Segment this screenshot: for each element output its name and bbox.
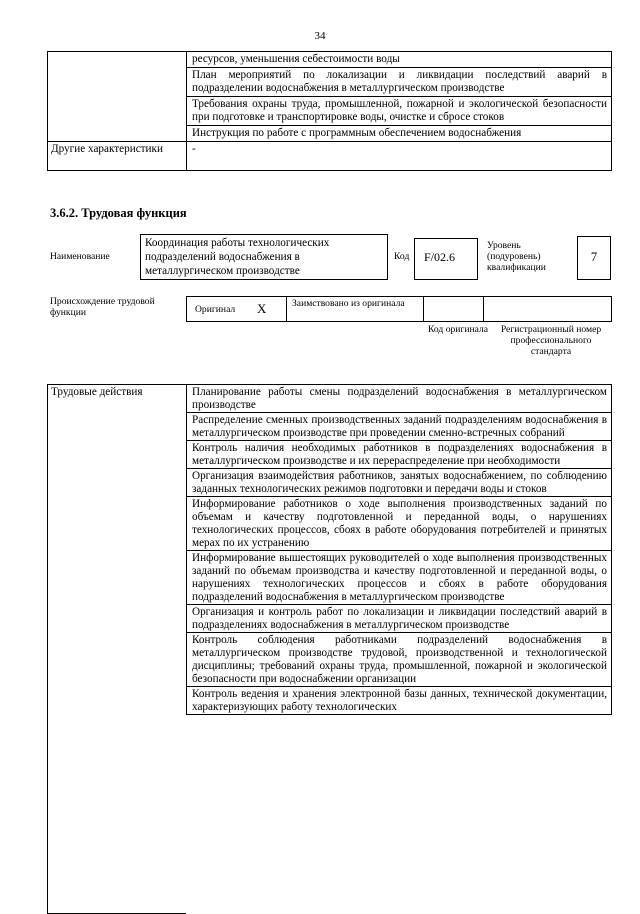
code-label: Код: [394, 251, 410, 262]
name-label: Наименование: [50, 251, 110, 262]
table-row: [48, 52, 612, 68]
actions-label: Трудовые действия: [51, 386, 143, 398]
action-item: Контроль соблюдения работниками подразделений водоснабжения в металлургическом производстве трудовой, производственной и технологической дисциплины; требований охраны труда, промышленной, пожарной и экологической безопасности при водоснабжении организации: [187, 633, 612, 687]
original-mark: X: [257, 301, 267, 316]
table-cell-left: [48, 68, 187, 97]
other-characteristics-label: Другие характеристики: [48, 142, 187, 171]
table-row: [187, 413, 612, 441]
level-box: [577, 236, 611, 280]
action-item: Организация взаимодействия работников, занятых водоснабжением, по соблюдению заданных технологических режимов подготовки и передачи воды и стоков: [187, 469, 612, 497]
table-row: [187, 605, 612, 633]
actions-table: [186, 384, 612, 715]
origin-box: [186, 296, 612, 322]
action-item: Информирование работников о ходе выполнения производственных заданий по объемам и качеству подготовленной и переданной воды, о нарушениях технологических процессов, сбоях в работе оборудования потребителей и принятых мерах по их устранению: [187, 497, 612, 551]
table-cell-right: Требования охраны труда, промышленной, пожарной и экологической безопасности при подготовке и транспортировке воды, очистке и сбросе стоков: [187, 97, 612, 126]
other-characteristics-value: -: [187, 142, 612, 171]
table-row: [187, 551, 612, 605]
table-cell-right: ресурсов, уменьшения себестоимости воды: [187, 52, 612, 68]
table-cell-right: План мероприятий по локализации и ликвидации последствий аварий в подразделении водоснабжения в металлургическом производстве: [187, 68, 612, 97]
code-original-caption: Код оригинала: [427, 324, 489, 335]
table-row: [48, 68, 612, 97]
action-item: Планирование работы смены подразделений водоснабжения в металлургическом производстве: [187, 385, 612, 413]
action-item: Организация и контроль работ по локализации и ликвидации последствий аварий в подразделениях водоснабжения в металлургическом производстве: [187, 605, 612, 633]
divider: [483, 297, 484, 321]
action-item: Контроль ведения и хранения электронной базы данных, технической документации, характеризующих работу технологических: [187, 687, 612, 715]
table-row: [187, 497, 612, 551]
table-row: [187, 687, 612, 715]
table-row: [48, 142, 612, 171]
table-row: [187, 441, 612, 469]
origin-label: Происхождение трудовой функции: [50, 296, 155, 318]
level-label: Уровень (подуровень) квалификации: [487, 240, 546, 273]
borrowed-label: Заимствовано из оригинала: [292, 298, 405, 309]
action-item: Распределение сменных производственных заданий подразделениям водоснабжения в металлургическом производстве при проведении сменно-встречных собраний: [187, 413, 612, 441]
function-name-value: Координация работы технологических подразделений водоснабжения в металлургическом производстве: [145, 237, 330, 277]
action-item: Информирование вышестоящих руководителей о ходе выполнения производственных заданий по объемам производства и качеству подготовленной и переданной воды, о нарушениях технологических процессов и сбоях в работе оборудования подразделений водоснабжения в металлургическом производстве: [187, 551, 612, 605]
top-table: [47, 51, 612, 171]
table-row: [187, 469, 612, 497]
table-row: [48, 97, 612, 126]
table-row: [48, 126, 612, 142]
table-cell-right: Инструкция по работе с программным обеспечением водоснабжения: [187, 126, 612, 142]
table-cell-left: [48, 97, 187, 126]
section-heading: 3.6.2. Трудовая функция: [50, 206, 187, 220]
actions-label-cell: [47, 384, 186, 914]
registration-caption: Регистрационный номер профессионального стандарта: [500, 324, 602, 357]
original-label: Оригинал: [195, 304, 236, 315]
code-box: [414, 238, 478, 280]
table-cell-left: [48, 126, 187, 142]
table-cell-left: [48, 52, 187, 68]
table-row: [187, 633, 612, 687]
code-value: F/02.6: [424, 250, 456, 264]
divider: [423, 297, 424, 321]
level-value: 7: [590, 250, 598, 264]
page-number: 34: [314, 30, 326, 42]
action-item: Контроль наличия необходимых работников в подразделениях водоснабжения в металлургическом производстве и их перераспределение при необходимости: [187, 441, 612, 469]
divider: [286, 297, 287, 321]
function-name-box: [140, 234, 388, 280]
table-row: [187, 385, 612, 413]
